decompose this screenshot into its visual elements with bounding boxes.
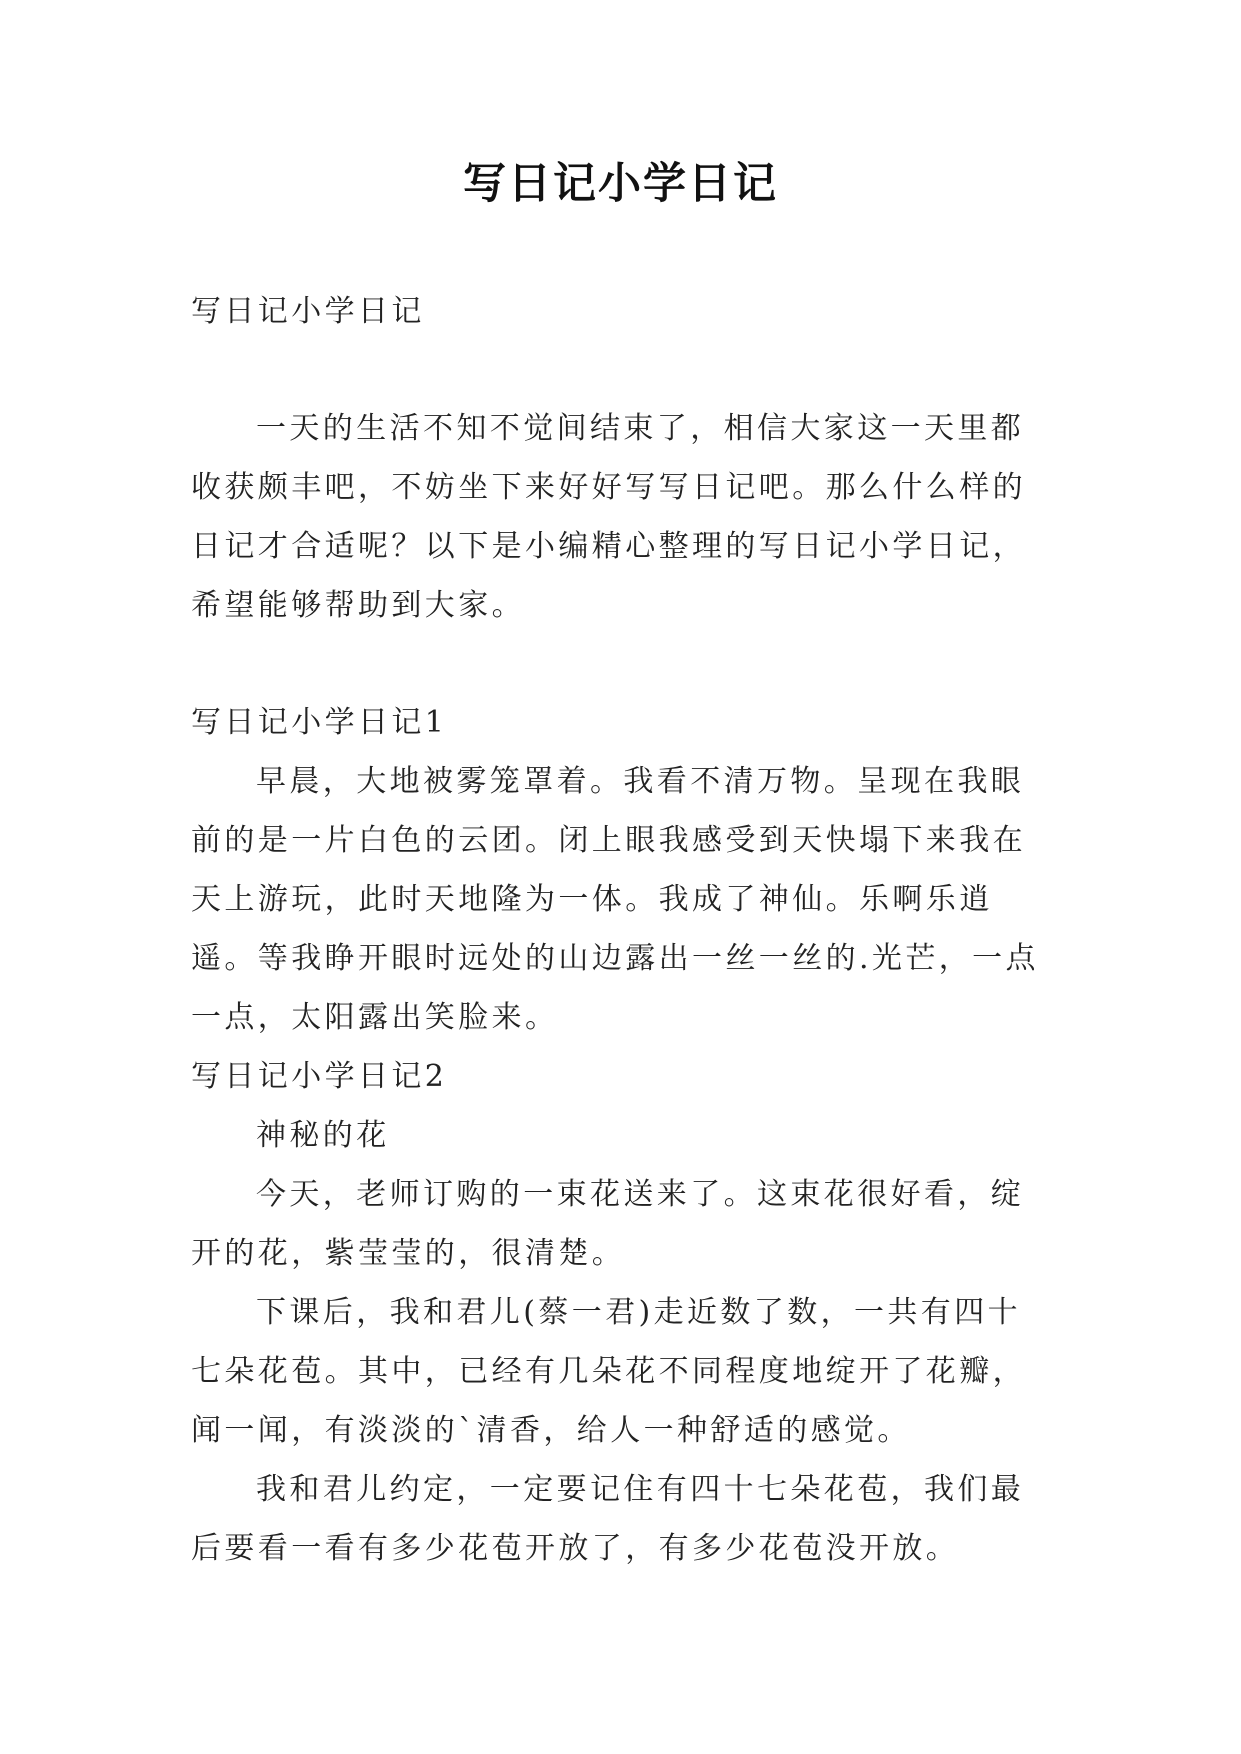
section-paragraph: 我和君儿约定，一定要记住有四十七朵花苞，我们最后要看一看有多少花苞开放了，有多少花苞没开放。 (191, 1472, 1025, 1566)
intro-paragraph: 一天的生活不知不觉间结束了，相信大家这一天里都收获颇丰吧，不妨坐下来好好写写日记吧。那么什么样的日记才合适呢？以下是小编精心整理的写日记小学日记，希望能够帮助到大家。 (191, 411, 1026, 623)
section-paragraph: 神秘的花 (256, 1118, 390, 1153)
section-paragraph: 下课后，我和君儿(蔡一君)走近数了数，一共有四十七朵花苞。其中，已经有几朵花不同程度地绽开了花瓣，闻一闻，有淡淡的`清香，给人一种舒适的感觉。 (191, 1295, 1026, 1448)
section-heading: 写日记小学日记2 (191, 1059, 448, 1094)
document-body (191, 282, 1053, 1578)
document-subtitle: 写日记小学日记 (191, 294, 425, 329)
spacer (191, 341, 1053, 399)
spacer (191, 635, 1053, 693)
section-heading: 写日记小学日记1 (191, 705, 448, 740)
document-title: 写日记小学日记 (463, 159, 778, 209)
section-paragraph: 早晨，大地被雾笼罩着。我看不清万物。呈现在我眼前的是一片白色的云团。闭上眼我感受到天快塌下来我在天上游玩，此时天地隆为一体。我成了神仙。乐啊乐逍遥。等我睁开眼时远处的山边露出一丝一丝的.光芒，一点一点，太阳露出笑脸来。 (191, 764, 1039, 1035)
section-paragraph: 今天，老师订购的一束花送来了。这束花很好看，绽开的花，紫莹莹的，很清楚。 (191, 1177, 1025, 1271)
